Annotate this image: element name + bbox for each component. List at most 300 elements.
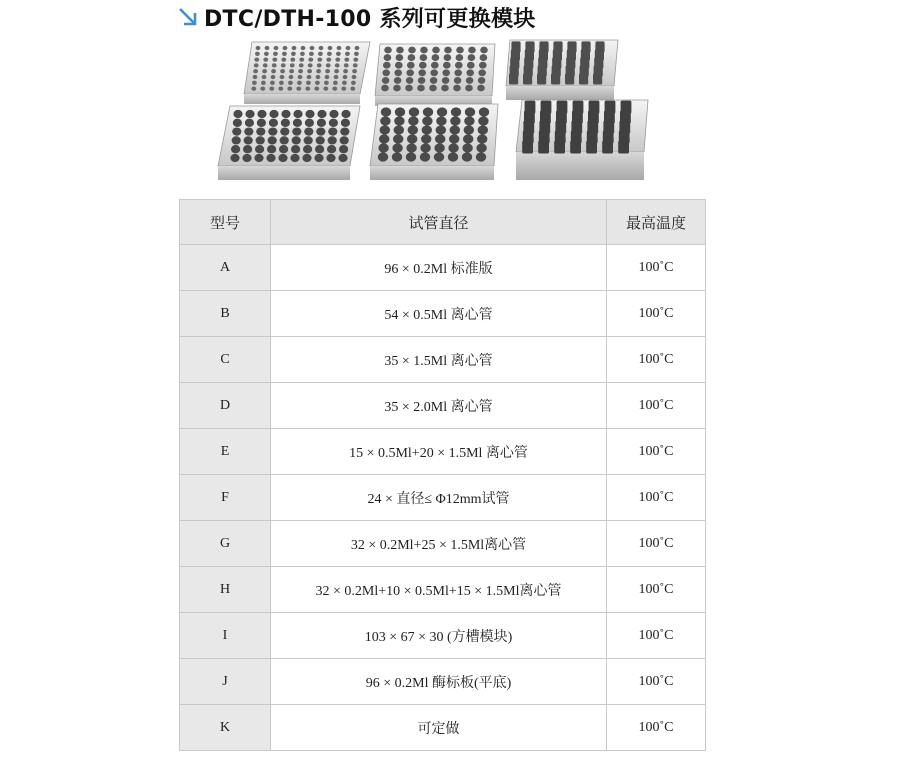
well-hole [345, 52, 350, 56]
well-hole [455, 62, 463, 69]
well-hole [273, 52, 278, 56]
well-hole [316, 127, 325, 135]
well-hole [242, 154, 251, 162]
well-hole [392, 152, 402, 161]
well-hole [355, 46, 360, 50]
well-hole [254, 57, 259, 61]
well-hole [316, 136, 325, 144]
well-hole [384, 54, 392, 61]
table-row [180, 659, 706, 705]
model-cell: F [180, 475, 271, 521]
header-max-temperature: 最高温度 [607, 200, 706, 245]
well-hole [537, 73, 546, 84]
well-hole [407, 62, 415, 69]
temp-cell: 100˚C [607, 291, 706, 337]
well-hole [255, 145, 264, 153]
well-hole [260, 86, 265, 90]
well-hole [281, 57, 286, 61]
well-hole [270, 81, 275, 85]
well-hole [243, 145, 252, 153]
well-hole [450, 116, 460, 125]
temp-cell: 100˚C [607, 705, 706, 751]
well-hole [468, 47, 476, 54]
well-hole [352, 75, 357, 79]
well-hole [256, 136, 265, 144]
well-hole [382, 69, 390, 76]
well-hole [256, 46, 261, 50]
well-hole [441, 85, 449, 92]
well-hole [293, 119, 302, 127]
well-hole [423, 107, 433, 116]
model-cell: A [180, 245, 271, 291]
well-hole [341, 86, 346, 90]
well-hole [618, 141, 629, 154]
table-row [180, 613, 706, 659]
temp-cell: 100˚C [607, 659, 706, 705]
well-hole [392, 143, 402, 152]
well-hole [434, 152, 444, 161]
well-hole [304, 136, 313, 144]
well-hole [337, 46, 342, 50]
table-row [180, 383, 706, 429]
well-hole [334, 69, 339, 73]
well-hole [586, 141, 597, 154]
well-hole [444, 47, 452, 54]
well-hole [381, 85, 389, 92]
well-hole [279, 145, 288, 153]
table-row [180, 475, 706, 521]
well-hole [430, 77, 438, 84]
well-hole [300, 52, 305, 56]
well-hole [282, 52, 287, 56]
spec-cell: 32 × 0.2Ml+25 × 1.5Ml离心管 [271, 521, 607, 567]
well-hole [305, 110, 314, 118]
well-hole [272, 57, 277, 61]
well-hole [280, 75, 285, 79]
well-hole [299, 63, 304, 67]
well-hole [253, 69, 258, 73]
well-hole [269, 110, 278, 118]
model-cell: C [180, 337, 271, 383]
well-hole [395, 107, 405, 116]
well-hole [408, 54, 416, 61]
well-hole [478, 77, 486, 84]
well-hole [263, 57, 268, 61]
well-hole [551, 73, 560, 84]
well-hole [467, 62, 475, 69]
temp-cell: 100˚C [607, 521, 706, 567]
well-hole [431, 62, 439, 69]
well-hole [290, 154, 299, 162]
well-hole [351, 81, 356, 85]
well-hole [292, 127, 301, 135]
well-hole [406, 152, 416, 161]
well-hole [343, 75, 348, 79]
well-hole [343, 69, 348, 73]
well-hole [384, 47, 392, 54]
well-hole [335, 57, 340, 61]
well-hole [432, 54, 440, 61]
well-hole [280, 136, 289, 144]
well-hole [406, 77, 414, 84]
well-hole [329, 110, 338, 118]
well-hole [405, 85, 413, 92]
well-hole [479, 107, 489, 116]
module-spec-table [179, 199, 706, 751]
well-hole [327, 145, 336, 153]
well-hole [352, 69, 357, 73]
well-hole [323, 86, 328, 90]
well-hole [272, 63, 277, 67]
well-hole [230, 154, 239, 162]
well-hole [334, 75, 339, 79]
well-hole [565, 73, 574, 84]
well-hole [280, 127, 289, 135]
well-hole [579, 73, 588, 84]
well-hole [395, 62, 403, 69]
temp-cell: 100˚C [607, 429, 706, 475]
well-hole [340, 127, 349, 135]
well-hole [394, 69, 402, 76]
table-row [180, 567, 706, 613]
well-hole [290, 63, 295, 67]
well-hole [305, 86, 310, 90]
well-hole [454, 69, 462, 76]
well-hole [324, 81, 329, 85]
well-hole [283, 46, 288, 50]
well-hole [232, 127, 241, 135]
well-hole [570, 141, 581, 154]
well-hole [297, 81, 302, 85]
well-hole [271, 69, 276, 73]
model-cell: G [180, 521, 271, 567]
well-hole [523, 73, 532, 84]
table-row [180, 429, 706, 475]
well-hole [443, 62, 451, 69]
model-cell: J [180, 659, 271, 705]
well-hole [454, 77, 462, 84]
well-hole [271, 75, 276, 79]
well-hole [379, 134, 389, 143]
well-hole [308, 63, 313, 67]
well-hole [293, 110, 302, 118]
well-hole [444, 54, 452, 61]
well-hole [422, 125, 432, 134]
well-hole [554, 141, 565, 154]
well-hole [252, 81, 257, 85]
well-hole [522, 141, 533, 154]
well-hole [383, 62, 391, 69]
well-hole [291, 52, 296, 56]
well-hole [421, 134, 431, 143]
spec-cell: 35 × 1.5Ml 离心管 [271, 337, 607, 383]
well-hole [315, 145, 324, 153]
well-hole [593, 73, 602, 84]
well-hole [325, 69, 330, 73]
well-hole [466, 69, 474, 76]
spec-cell: 54 × 0.5Ml 离心管 [271, 291, 607, 337]
well-hole [261, 81, 266, 85]
well-hole [436, 116, 446, 125]
table-row [180, 245, 706, 291]
well-hole [304, 127, 313, 135]
well-hole [299, 57, 304, 61]
well-hole [317, 57, 322, 61]
well-hole [269, 119, 278, 127]
model-cell: B [180, 291, 271, 337]
well-hole [340, 136, 349, 144]
well-hole [244, 127, 253, 135]
well-hole [408, 116, 418, 125]
well-hole [393, 134, 403, 143]
well-hole [281, 110, 290, 118]
well-hole [476, 143, 486, 152]
well-hole [291, 145, 300, 153]
well-hole [480, 47, 488, 54]
block-mixed-well [370, 104, 498, 180]
well-hole [305, 119, 314, 127]
well-hole [289, 75, 294, 79]
well-hole [266, 154, 275, 162]
block-96-well [244, 42, 370, 104]
well-hole [262, 69, 267, 73]
well-hole [326, 63, 331, 67]
temp-cell: 100˚C [607, 245, 706, 291]
well-hole [509, 73, 518, 84]
well-hole [378, 152, 388, 161]
product-photo [210, 34, 675, 194]
well-hole [315, 81, 320, 85]
block-54-well [375, 44, 495, 106]
block-tube-rack [516, 100, 648, 180]
temp-cell: 100˚C [607, 383, 706, 429]
well-hole [406, 143, 416, 152]
well-hole [464, 116, 474, 125]
well-hole [442, 77, 450, 84]
well-hole [465, 85, 473, 92]
well-hole [344, 63, 349, 67]
well-hole [408, 125, 418, 134]
well-hole [456, 54, 464, 61]
well-hole [233, 110, 242, 118]
well-hole [462, 143, 472, 152]
well-hole [262, 75, 267, 79]
well-hole [393, 85, 401, 92]
well-hole [417, 85, 425, 92]
model-cell: H [180, 567, 271, 613]
well-hole [450, 125, 460, 134]
well-hole [437, 107, 447, 116]
well-hole [326, 154, 335, 162]
well-hole [478, 116, 488, 125]
spec-cell: 96 × 0.2Ml 标准版 [271, 245, 607, 291]
well-hole [380, 116, 390, 125]
well-hole [328, 136, 337, 144]
well-hole [353, 57, 358, 61]
well-hole [456, 47, 464, 54]
well-hole [318, 52, 323, 56]
table-row [180, 291, 706, 337]
well-hole [327, 52, 332, 56]
arrow-down-right-icon [176, 5, 200, 29]
well-hole [328, 46, 333, 50]
well-hole [479, 62, 487, 69]
well-hole [476, 152, 486, 161]
well-hole [287, 86, 292, 90]
well-hole [303, 145, 312, 153]
model-cell: D [180, 383, 271, 429]
well-hole [394, 77, 402, 84]
table-header-row [180, 200, 706, 245]
well-hole [256, 127, 265, 135]
well-hole [279, 81, 284, 85]
well-hole [233, 119, 242, 127]
well-hole [342, 81, 347, 85]
well-hole [453, 85, 461, 92]
well-hole [307, 75, 312, 79]
spec-cell: 24 × 直径≤ Φ12mm试管 [271, 475, 607, 521]
well-hole [407, 134, 417, 143]
well-hole [257, 110, 266, 118]
well-hole [465, 107, 475, 116]
well-hole [245, 110, 254, 118]
well-hole [302, 154, 311, 162]
well-hole [245, 119, 254, 127]
well-hole [268, 127, 277, 135]
well-hole [346, 46, 351, 50]
well-hole [380, 125, 390, 134]
well-hole [468, 54, 476, 61]
well-hole [254, 154, 263, 162]
well-hole [420, 152, 430, 161]
well-hole [329, 119, 338, 127]
temp-cell: 100˚C [607, 337, 706, 383]
spec-cell: 32 × 0.2Ml+10 × 0.5Ml+15 × 1.5Ml离心管 [271, 567, 607, 613]
well-hole [267, 145, 276, 153]
well-hole [435, 134, 445, 143]
title-row [176, 2, 536, 32]
spec-cell: 103 × 67 × 30 (方槽模块) [271, 613, 607, 659]
well-hole [480, 54, 488, 61]
well-hole [344, 57, 349, 61]
well-hole [269, 86, 274, 90]
well-hole [448, 152, 458, 161]
well-hole [268, 136, 277, 144]
well-hole [466, 77, 474, 84]
well-hole [280, 69, 285, 73]
well-hole [477, 134, 487, 143]
well-hole [478, 125, 488, 134]
well-hole [317, 63, 322, 67]
well-hole [296, 86, 301, 90]
model-cell: I [180, 613, 271, 659]
temp-cell: 100˚C [607, 475, 706, 521]
block-35-well [506, 40, 618, 100]
block-flat-plate [218, 106, 360, 180]
well-hole [314, 154, 323, 162]
table-row [180, 705, 706, 751]
spec-cell: 96 × 0.2Ml 酶标板(平底) [271, 659, 607, 705]
spec-cell: 可定做 [271, 705, 607, 751]
well-hole [462, 152, 472, 161]
well-hole [310, 46, 315, 50]
model-cell: E [180, 429, 271, 475]
well-hole [325, 75, 330, 79]
well-hole [281, 63, 286, 67]
well-hole [333, 81, 338, 85]
well-hole [378, 143, 388, 152]
well-hole [332, 86, 337, 90]
well-hole [274, 46, 279, 50]
well-hole [420, 143, 430, 152]
well-hole [381, 107, 391, 116]
well-hole [319, 46, 324, 50]
well-hole [436, 125, 446, 134]
well-hole [336, 52, 341, 56]
well-hole [341, 119, 350, 127]
well-hole [464, 125, 474, 134]
well-hole [326, 57, 331, 61]
well-hole [335, 63, 340, 67]
well-hole [253, 75, 258, 79]
model-cell: K [180, 705, 271, 751]
well-hole [406, 69, 414, 76]
spec-cell: 35 × 2.0Ml 离心管 [271, 383, 607, 429]
well-hole [396, 54, 404, 61]
well-hole [316, 69, 321, 73]
well-hole [298, 75, 303, 79]
temp-cell: 100˚C [607, 613, 706, 659]
well-hole [317, 110, 326, 118]
well-hole [309, 52, 314, 56]
well-hole [306, 81, 311, 85]
well-hole [316, 75, 321, 79]
well-hole [231, 145, 240, 153]
well-hole [353, 63, 358, 67]
well-hole [314, 86, 319, 90]
well-hole [408, 47, 416, 54]
well-hole [265, 46, 270, 50]
well-hole [263, 63, 268, 67]
well-hole [382, 77, 390, 84]
well-hole [478, 69, 486, 76]
well-hole [341, 110, 350, 118]
well-hole [292, 46, 297, 50]
well-hole [418, 69, 426, 76]
well-hole [409, 107, 419, 116]
well-hole [257, 119, 266, 127]
well-hole [420, 54, 428, 61]
well-hole [339, 145, 348, 153]
well-hole [251, 86, 256, 90]
well-hole [264, 52, 269, 56]
well-hole [538, 141, 549, 154]
spec-cell: 15 × 0.5Ml+20 × 1.5Ml 离心管 [271, 429, 607, 475]
header-model: 型号 [180, 200, 271, 245]
well-hole [420, 47, 428, 54]
well-hole [308, 57, 313, 61]
table-row [180, 521, 706, 567]
well-hole [477, 85, 485, 92]
well-hole [328, 127, 337, 135]
well-hole [317, 119, 326, 127]
well-hole [354, 52, 359, 56]
well-hole [419, 62, 427, 69]
well-hole [338, 154, 347, 162]
well-hole [292, 136, 301, 144]
well-hole [451, 107, 461, 116]
header-tube-diameter: 试管直径 [271, 200, 607, 245]
